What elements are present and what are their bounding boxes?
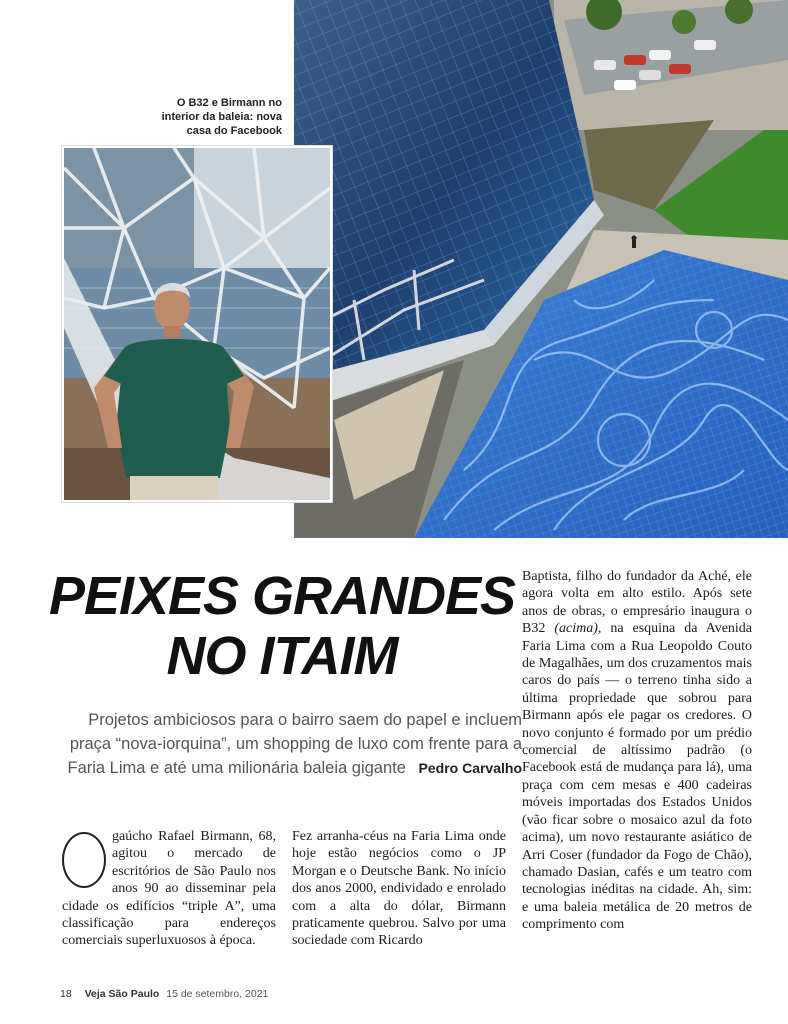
hero-photo bbox=[294, 0, 788, 538]
headline-line-2: NO ITAIM bbox=[166, 626, 398, 686]
magazine-name: Veja São Paulo bbox=[84, 988, 160, 1000]
column-3-emphasis: (acima), bbox=[554, 621, 602, 637]
issue-date: 15 de setembro, 2021 bbox=[166, 988, 269, 1000]
portrait-photo bbox=[62, 146, 332, 502]
column-2-text: Fez arranha-céus na Faria Lima onde hoje estão negócios como o JP Morgan e o Deutsche Bank. No início dos anos 2000, endividado e enrolado com a alta do dólar, Birmann praticamente quebrou. Salvo por uma sociedade com Ricardo bbox=[292, 829, 506, 949]
deck-text: Projetos ambiciosos para o bairro saem do papel e incluem praça “nova-iorquina”, um shopping de luxo com frente para a Faria Lima e até uma milionária baleia gigante bbox=[67, 711, 522, 777]
caption-line: O B32 e Birmann no bbox=[176, 97, 282, 109]
article-deck bbox=[62, 708, 522, 780]
column-1-text: gaúcho Rafael Birmann, 68, agitou o mercado de escritórios de São Paulo nos anos 90 ao disseminar pela cidade os edifícios “triple A”, uma classificação para endereços comerciais superluxuosos à época. bbox=[62, 829, 276, 949]
author-byline: Pedro Carvalho bbox=[418, 760, 522, 776]
page-footer bbox=[60, 988, 268, 1000]
caption-line: casa do Facebook bbox=[186, 125, 282, 137]
headline-line-1: PEIXES GRANDES bbox=[48, 566, 516, 626]
column-3-text-a: Baptista, filho do fundador da Aché, ele agora volta em alto estilo. Após sete anos de obras, o empresário inaugura o B32 bbox=[522, 569, 752, 637]
page-number: 18 bbox=[60, 988, 72, 1000]
portrait-illustration bbox=[64, 148, 330, 500]
aerial-photo-illustration bbox=[294, 0, 788, 538]
article-headline bbox=[44, 566, 520, 686]
column-3-text-b: na esquina da Avenida Faria Lima com a Rua Leopoldo Couto de Magalhães, um dos cruzamentos mais caros do país — o terreno tinha sido a última propriedade que sobrou para Birmann após ele pagar os credores. O novo conjunto é formado por um prédio comercial de altíssimo padrão (o Facebook está de mudança para lá), uma praça com cem mesas e 400 cadeiras móveis importadas dos Estados Unidos (vão ficar sobre o mosaico azul da foto acima), um novo restaurante asiático de Arri Coser (fundador da Fogo de Chão), chamado Dasian, cafés e um teatro com tecnologias inéditas na cidade. Ah, sim: e uma baleia metálica de 20 metros de comprimento com bbox=[522, 621, 753, 933]
body-column-2 bbox=[292, 828, 506, 950]
body-column-1 bbox=[62, 828, 276, 950]
photo-caption bbox=[140, 96, 282, 138]
caption-line: interior da baleia: nova bbox=[161, 111, 282, 123]
body-column-3 bbox=[522, 568, 752, 934]
drop-cap bbox=[62, 832, 106, 888]
column-3-text bbox=[522, 568, 752, 934]
